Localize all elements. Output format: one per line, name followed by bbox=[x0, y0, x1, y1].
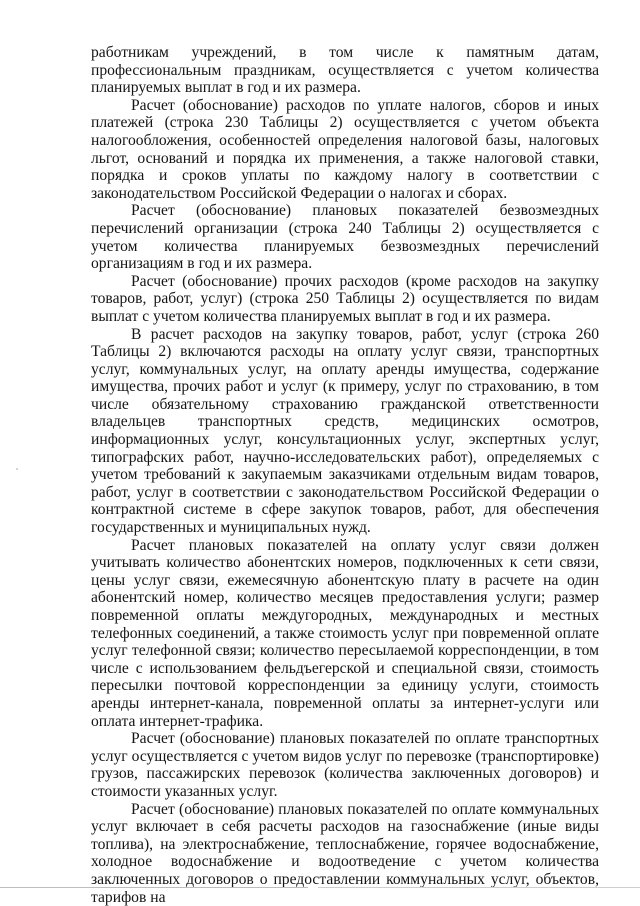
paragraph: В расчет расходов на закупку товаров, работ, услуг (строка 260 Таблицы 2) включаются расходы на оплату услуг связи, транспортных услуг, коммунальных услуг, на оплату аренды имущества, содержание имущества, прочих работ и услуг (к примеру, услуг по страхованию, в том числе обязательному страхованию гражданской ответственности владельцев транспортных средств, медицинских осмотров, информационных услуг, консультационных услуг, экспертных услуг, типографских работ, научно-исследовательских работ), определяемых с учетом требований к закупаемым заказчиками отдельным видам товаров, работ, услуг в соответствии с законодательством Российской Федерации о контрактной системе в сфере закупок товаров, работ, для обеспечения государственных и муниципальных нужд. bbox=[91, 325, 599, 537]
paragraph: Расчет (обоснование) расходов по уплате налогов, сборов и иных платежей (строка 230 Таблицы 2) осуществляется с учетом объекта налогообложения, особенностей определения налоговой базы, налоговых льгот, оснований и порядка их применения, а также налоговой ставки, порядка и сроков уплаты по каждому налогу в соответствии с законодательством Российской Федерации о налогах и сборах. bbox=[91, 96, 599, 202]
paragraph: Расчет (обоснование) плановых показателей по оплате транспортных услуг осуществляется с учетом видов услуг по перевозке (транспортировке) грузов, пассажирских перевозок (количества заключенных договоров) и стоимости указанных услуг. bbox=[91, 730, 599, 800]
paragraph: Расчет (обоснование) плановых показателей по оплате коммунальных услуг включает в себя расчеты расходов на газоснабжение (иные виды топлива), на электроснабжение, теплоснабжение, горячее водоснабжение, холодное водоснабжение и водоотведение с учетом количества заключенных договоров о предоставлении коммунальных услуг, объектов, тарифов на bbox=[91, 800, 599, 906]
paragraph: Расчет (обоснование) прочих расходов (кроме расходов на закупку товаров, работ, услуг) (строка 250 Таблицы 2) осуществляется по видам выплат с учетом количества планируемых выплат в год и их размера. bbox=[91, 272, 599, 325]
document-body bbox=[91, 44, 599, 906]
paragraph: работникам учреждений, в том числе к памятным датам, профессиональным праздникам, осуществляется с учетом количества планируемых выплат в год и их размера. bbox=[91, 44, 599, 97]
scan-edge-line-left bbox=[0, 887, 308, 888]
paragraph: Расчет (обоснование) плановых показателей безвозмездных перечислений организации (строка 240 Таблицы 2) осуществляется с учетом количества планируемых безвозмездных перечислений организациям в год и их размера. bbox=[91, 202, 599, 273]
scan-edge-line-right bbox=[318, 887, 640, 888]
paragraph: Расчет плановых показателей на оплату услуг связи должен учитывать количество абонентских номеров, подключенных к сети связи, цены услуг связи, ежемесячную абонентскую плату в расчете на один абонентский номер, количество месяцев предоставления услуги; размер повременной оплаты междугородных, международных и местных телефонных соединений, а также стоимость услуг при повременной оплате услуг телефонной связи; количество пересылаемой корреспонденции, в том числе с использованием фельдъегерской и специальной связи, стоимость пересылки почтовой корреспонденции за единицу услуги, стоимость аренды интернет-канала, повременной оплаты за интернет-услуги или оплата интернет-трафика. bbox=[91, 536, 599, 730]
scan-speck bbox=[16, 468, 18, 470]
